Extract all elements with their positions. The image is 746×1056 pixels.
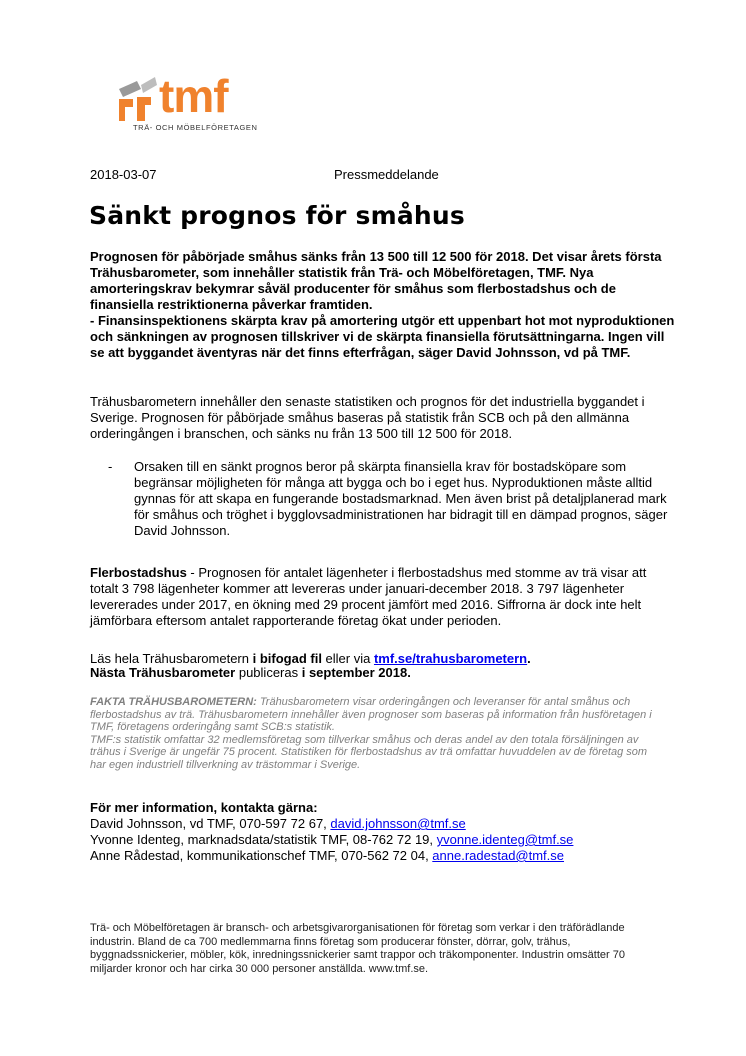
- lead-paragraph: Prognosen för påbörjade småhus sänks från 13 500 till 12 500 för 2018. Det visar årets första Trähusbarometer, som innehåller statistik från Trä- och Möbelföretagen, TMF. Nya amorteringskrav bekymrar såväl producenter för småhus som flerbostadshus och de finansiella restriktionerna påverkar framtiden.: [90, 249, 662, 312]
- logo-text: tmf: [159, 70, 228, 122]
- fakta-box: [90, 696, 660, 772]
- page-title: Sänkt prognos för småhus: [89, 201, 465, 230]
- fakta-text-1: Trähusbarometern visar orderingången och leveranser för antal småhus och flerbostadshus av trä. Trähusbarometern innehåller även prognoser som baseras på information från husföretagen i TMF, företagens orderingång samt SCB:s statistik.: [90, 696, 652, 734]
- next-barometer-date: i september 2018.: [301, 665, 411, 680]
- flerbostadshus-heading: Flerbostadshus: [90, 565, 187, 580]
- contact-row: [90, 816, 690, 832]
- contact-section: [90, 800, 690, 864]
- footer-text: Trä- och Möbelföretagen är bransch- och arbetsgivarorganisationen för företag som verkar i den träförädlande industrin. Bland de ca 700 medlemmarna finns företag som producerar fönster, dörrar, golv, trähus, byggnadssnickerier, möbler, kök, inredningssnickerier samt trappor och träkomponenter. Industrin omsätter 70 miljarder kronor och har cirka 30 000 personer anställda. www.tmf.se.: [90, 922, 625, 975]
- contact-name: Anne Rådestad, kommunikationschef TMF, 070-562 72 04,: [90, 848, 433, 863]
- contact-name: David Johnsson, vd TMF, 070-597 72 67,: [90, 816, 331, 831]
- document-type: Pressmeddelande: [334, 167, 439, 182]
- lead-section: [90, 249, 680, 361]
- next-barometer-label: Nästa Trähusbarometer: [90, 665, 236, 680]
- bullet-item: [108, 459, 668, 539]
- body-paragraph: Trähusbarometern innehåller den senaste statistiken och prognos för det industriella byggandet i Sverige. Prognosen för påbörjade småhus baseras på statistik från SCB och på den allmänna orderingången i branschen, och sänks nu från 13 500 till 12 500 för 2018.: [90, 394, 645, 441]
- contact-row: [90, 848, 690, 864]
- contact-email-link[interactable]: david.johnsson@tmf.se: [330, 816, 466, 831]
- next-barometer-mid: publiceras: [235, 665, 302, 680]
- lead-quote: - Finansinspektionens skärpta krav på amortering utgör ett uppenbart hot mot nyproduktionen och sänkningen av prognosen tillskriver vi de skärpta finansiella förutsättningarna. Ingen vill se att byggandet äventyras när det finns efterfrågan, säger David Johnsson, vd på TMF.: [90, 313, 675, 360]
- flerbostadshus-text: - Prognosen för antalet lägenheter i flerbostadshus med stomme av trä visar att totalt 3 798 lägenheter kommer att levereras under januari-december 2018. 3 797 lägenheter levererades under 2017, en ökning med 29 procent jämfört med 2016. Siffrorna är dock inte helt jämförbara eftersom antalet rapporterande företag ökat under perioden.: [90, 565, 647, 628]
- flerbostadshus-paragraph: [90, 565, 650, 629]
- read-more-end: .: [527, 651, 531, 666]
- press-date: 2018-03-07: [90, 167, 157, 182]
- contact-heading: För mer information, kontakta gärna:: [90, 800, 318, 815]
- contact-row: [90, 832, 690, 848]
- bullet-text: Orsaken till en sänkt prognos beror på skärpta finansiella krav för bostadsköpare som begränsar möjligheten för många att bygga och bo i eget hus. Nyproduktionen måste alltid gynnas för att skapa en fungerande bostadsmarknad. Men även brist på detaljplanerad mark för småhus och tröghet i bygglovsadministrationen har bidragit till en dämpad prognos, säger David Johnsson.: [134, 459, 668, 538]
- fakta-label: FAKTA TRÄHUSBAROMETERN:: [90, 696, 257, 708]
- read-more-pre: Läs hela Trähusbarometern: [90, 651, 253, 666]
- barometer-link[interactable]: tmf.se/trahusbarometern: [373, 651, 528, 666]
- read-more: [90, 652, 690, 680]
- contact-email-link[interactable]: yvonne.identeg@tmf.se: [436, 832, 574, 847]
- bullet-dash: -: [108, 459, 113, 474]
- read-more-mid: eller via: [321, 651, 374, 666]
- read-more-bold: i bifogad fil: [252, 651, 322, 666]
- contact-name: Yvonne Identeg, marknadsdata/statistik TMF, 08-762 72 19,: [90, 832, 437, 847]
- fakta-text-2: TMF:s statistik omfattar 32 medlemsföretag som tillverkar småhus och deras andel av den totala försäljningen av trähus i Sverige är ungefär 75 procent. Statistiken för flerbostadshus av trä omfattar huvuddelen av de företag som har egen industriell tillverkning av trästommar i Sverige.: [90, 733, 648, 771]
- logo-subtitle: TRÄ- OCH MÖBELFÖRETAGEN: [133, 123, 258, 132]
- contact-email-link[interactable]: anne.radestad@tmf.se: [432, 848, 565, 863]
